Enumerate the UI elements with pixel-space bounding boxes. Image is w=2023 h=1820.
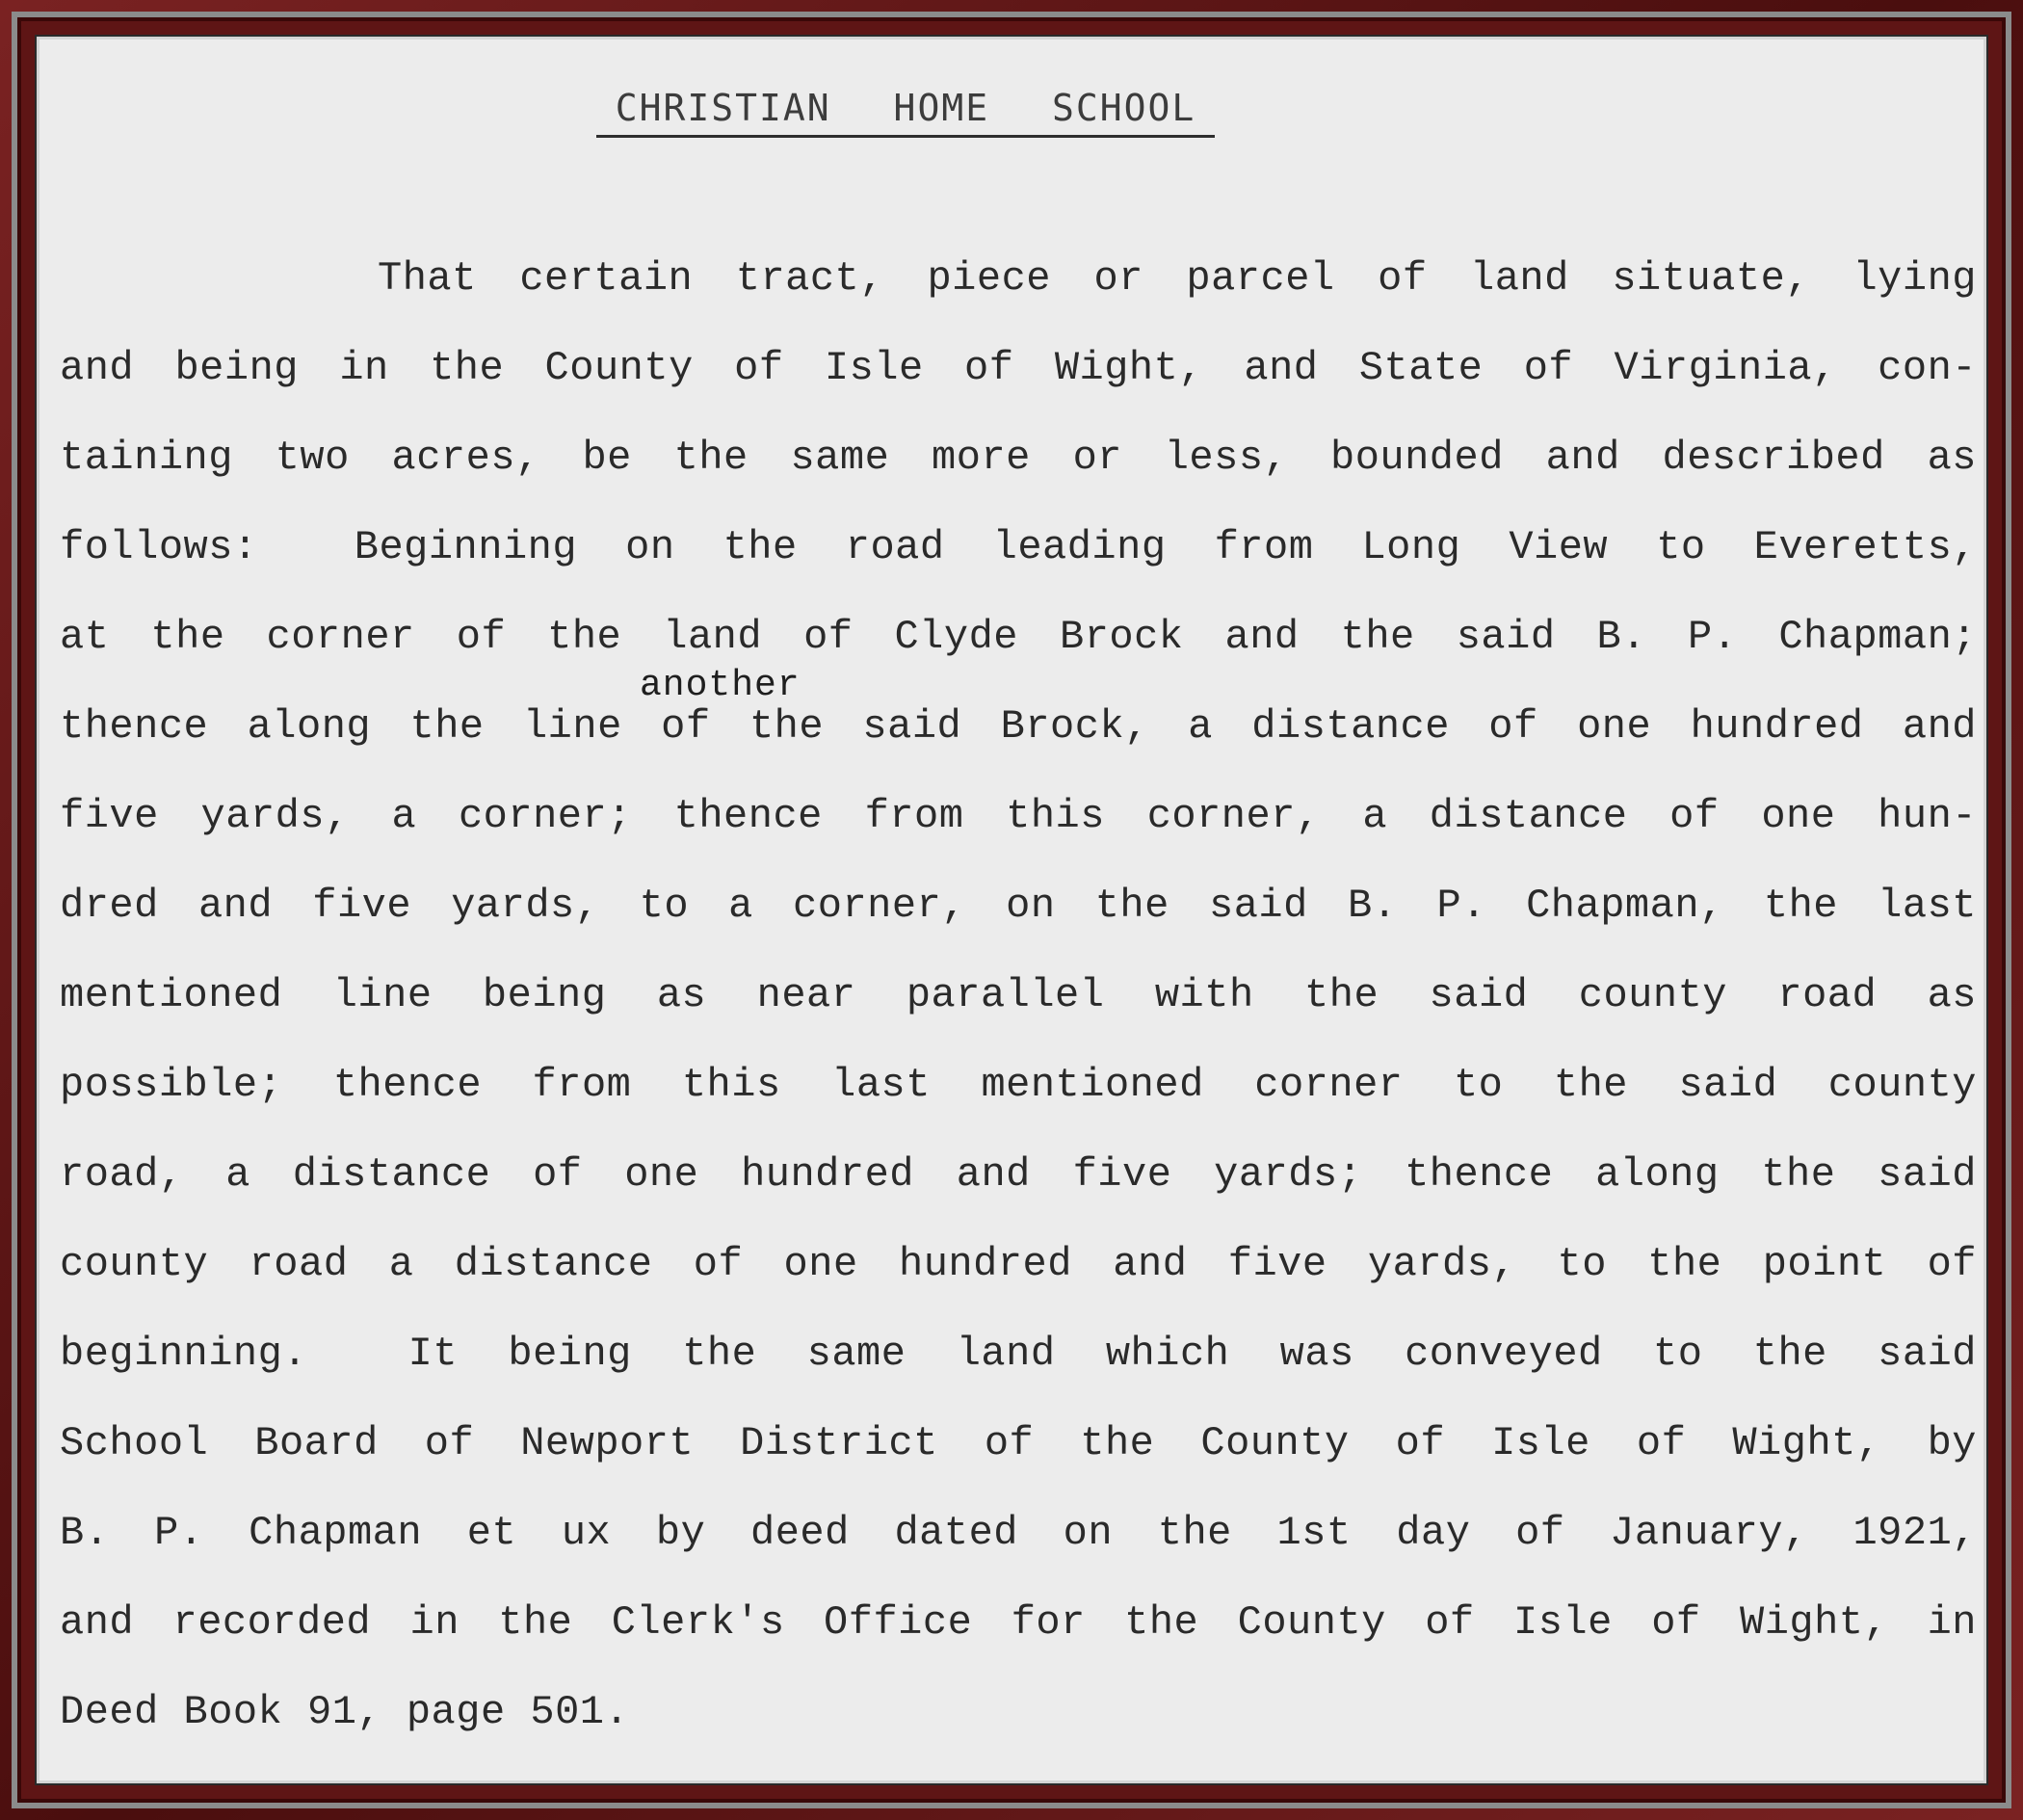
- body-line: taining two acres, be the same more or less, bounded and described as: [60, 435, 1977, 481]
- body-line: That certain tract, piece or parcel of land situate, lying: [378, 255, 1977, 302]
- typed-document-page: [35, 35, 1988, 1785]
- document-title: CHRISTIAN HOME SCHOOL: [596, 87, 1215, 138]
- document-body: [60, 234, 1977, 1757]
- body-line: beginning. It being the same land which was conveyed to the said: [60, 1331, 1977, 1377]
- body-line: dred and five yards, to a corner, on the said B. P. Chapman, the last: [60, 883, 1977, 929]
- handwritten-insertion: another: [640, 665, 801, 706]
- body-line: mentioned line being as near parallel with the said county road as: [60, 972, 1977, 1018]
- title-container: [37, 87, 1986, 138]
- body-line: county road a distance of one hundred and five yards, to the point of: [60, 1241, 1977, 1287]
- body-line: possible; thence from this last mentioned corner to the said county: [60, 1062, 1977, 1108]
- body-line: road, a distance of one hundred and five yards; thence along the said: [60, 1151, 1977, 1198]
- body-line: five yards, a corner; thence from this corner, a distance of one hun-: [60, 793, 1977, 839]
- body-line: School Board of Newport District of the County of Isle of Wight, by: [60, 1420, 1977, 1466]
- body-line: follows: Beginning on the road leading from Long View to Everetts,: [60, 524, 1977, 570]
- body-line: thence along the line of the said Brock, a distance of one hundred and: [60, 703, 1977, 750]
- body-line: and recorded in the Clerk's Office for the County of Isle of Wight, in: [60, 1599, 1977, 1646]
- body-line: and being in the County of Isle of Wight, and State of Virginia, con-: [60, 345, 1977, 391]
- body-line: B. P. Chapman et ux by deed dated on the 1st day of January, 1921,: [60, 1510, 1977, 1556]
- body-line: at the corner of the land of Clyde Brock and the said B. P. Chapman;: [60, 614, 1977, 660]
- body-line: Deed Book 91, page 501.: [60, 1689, 630, 1735]
